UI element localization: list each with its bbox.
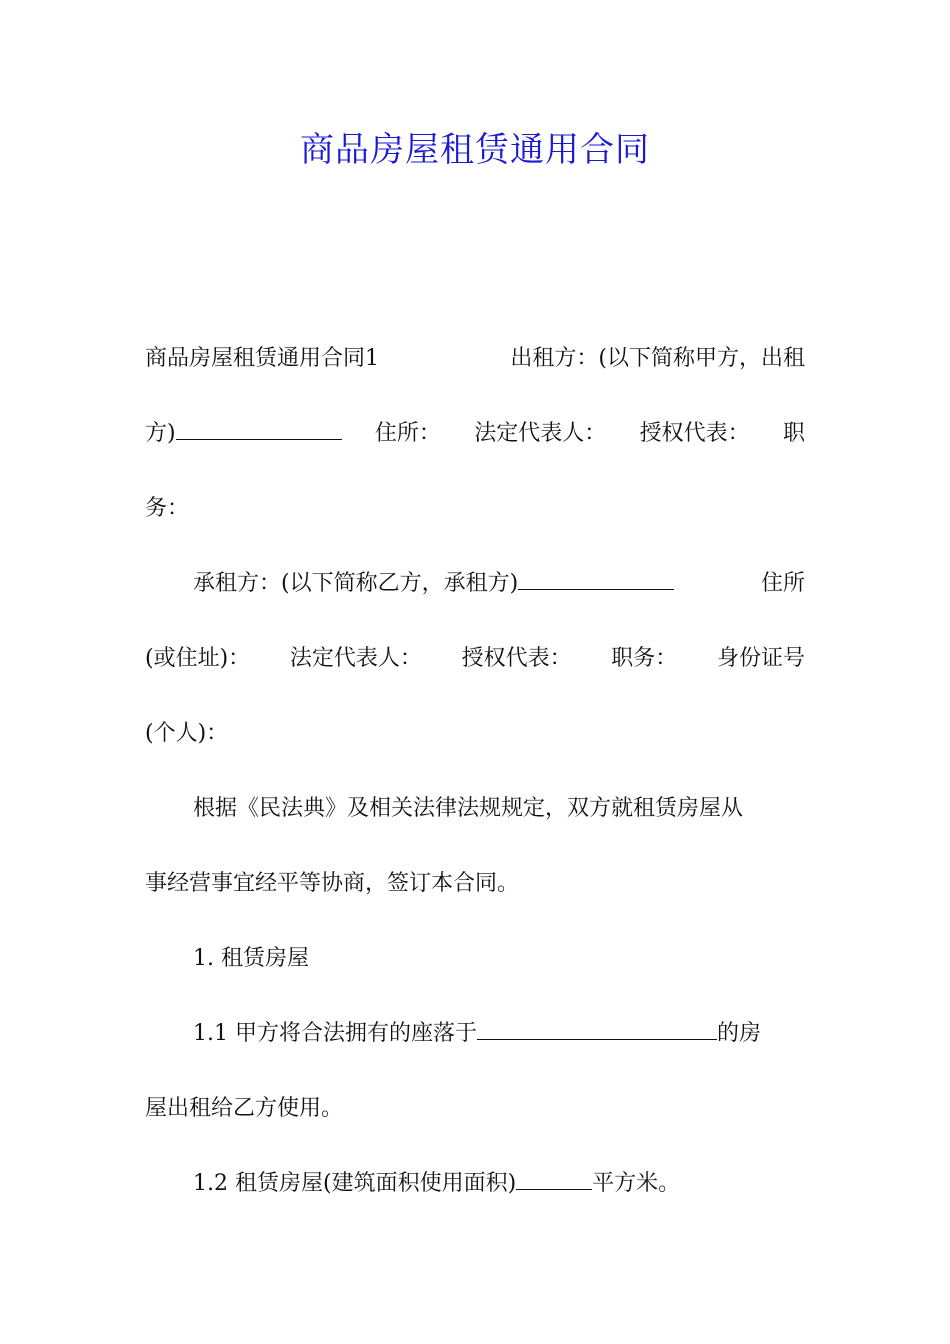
- para1-text-a: 商品房屋租赁通用合同1: [145, 346, 379, 371]
- para2-auth-rep-label: 授权代表：: [461, 646, 572, 671]
- para1-auth-rep-label: 授权代表：: [639, 421, 750, 446]
- para2-line1: [193, 569, 805, 599]
- lessor-blank: [176, 419, 342, 440]
- item1-2-suffix: 平方米。: [592, 1171, 681, 1196]
- para3-line1: [193, 794, 805, 824]
- item1-1-line1: [193, 1019, 805, 1049]
- para1-line2: [145, 419, 805, 449]
- para2-id-label: 身份证号: [716, 646, 805, 671]
- area-blank: [516, 1169, 592, 1190]
- para1-lessor-label: 方): [145, 419, 342, 449]
- para1-title-label-b: 务：: [145, 496, 190, 521]
- para3-text-b: 事经营事宜经平等协商，签订本合同。: [145, 871, 520, 896]
- para1-legal-rep-label: 法定代表人：: [474, 421, 607, 446]
- item1-1-prefix: 1.1 甲方将合法拥有的座落于: [193, 1021, 477, 1046]
- para1-line1: [145, 344, 805, 374]
- section1-heading: [193, 944, 805, 974]
- item1-2-prefix: 1.2 租赁房屋(建筑面积使用面积): [193, 1171, 517, 1196]
- para2-legal-rep-label: 法定代表人：: [289, 646, 422, 671]
- para1-address-label: 住所：: [374, 421, 441, 446]
- item1-1-text-b: 屋出租给乙方使用。: [145, 1096, 344, 1121]
- lessee-blank: [518, 569, 674, 590]
- para3-line2: [145, 869, 805, 899]
- section1-heading-text: 1. 租赁房屋: [193, 946, 309, 971]
- location-blank: [477, 1019, 717, 1040]
- para1-line3: [145, 494, 805, 524]
- para3-text-a: 根据《民法典》及相关法律法规规定，双方就租赁房屋从: [193, 796, 744, 821]
- para2-lessee-label: 承租方：(以下简称乙方，承租方): [193, 569, 674, 599]
- item1-2-line1: [193, 1169, 805, 1199]
- para2-individual-label: (个人)：: [145, 721, 229, 746]
- para2-line3: [145, 719, 805, 749]
- item1-1-line2: [145, 1094, 805, 1124]
- para2-address-label: 住所: [760, 571, 805, 596]
- para1-title-label-a: 职: [782, 421, 805, 446]
- para2-title-label: 职务：: [611, 646, 678, 671]
- page-title: 商品房屋租赁通用合同: [300, 130, 650, 170]
- para2-line2: [145, 644, 805, 674]
- para2-or-address-label: (或住址)：: [145, 646, 251, 671]
- para1-text-b: 出租方：(以下简称甲方，出租: [510, 346, 805, 371]
- item1-1-suffix: 的房: [716, 1021, 761, 1046]
